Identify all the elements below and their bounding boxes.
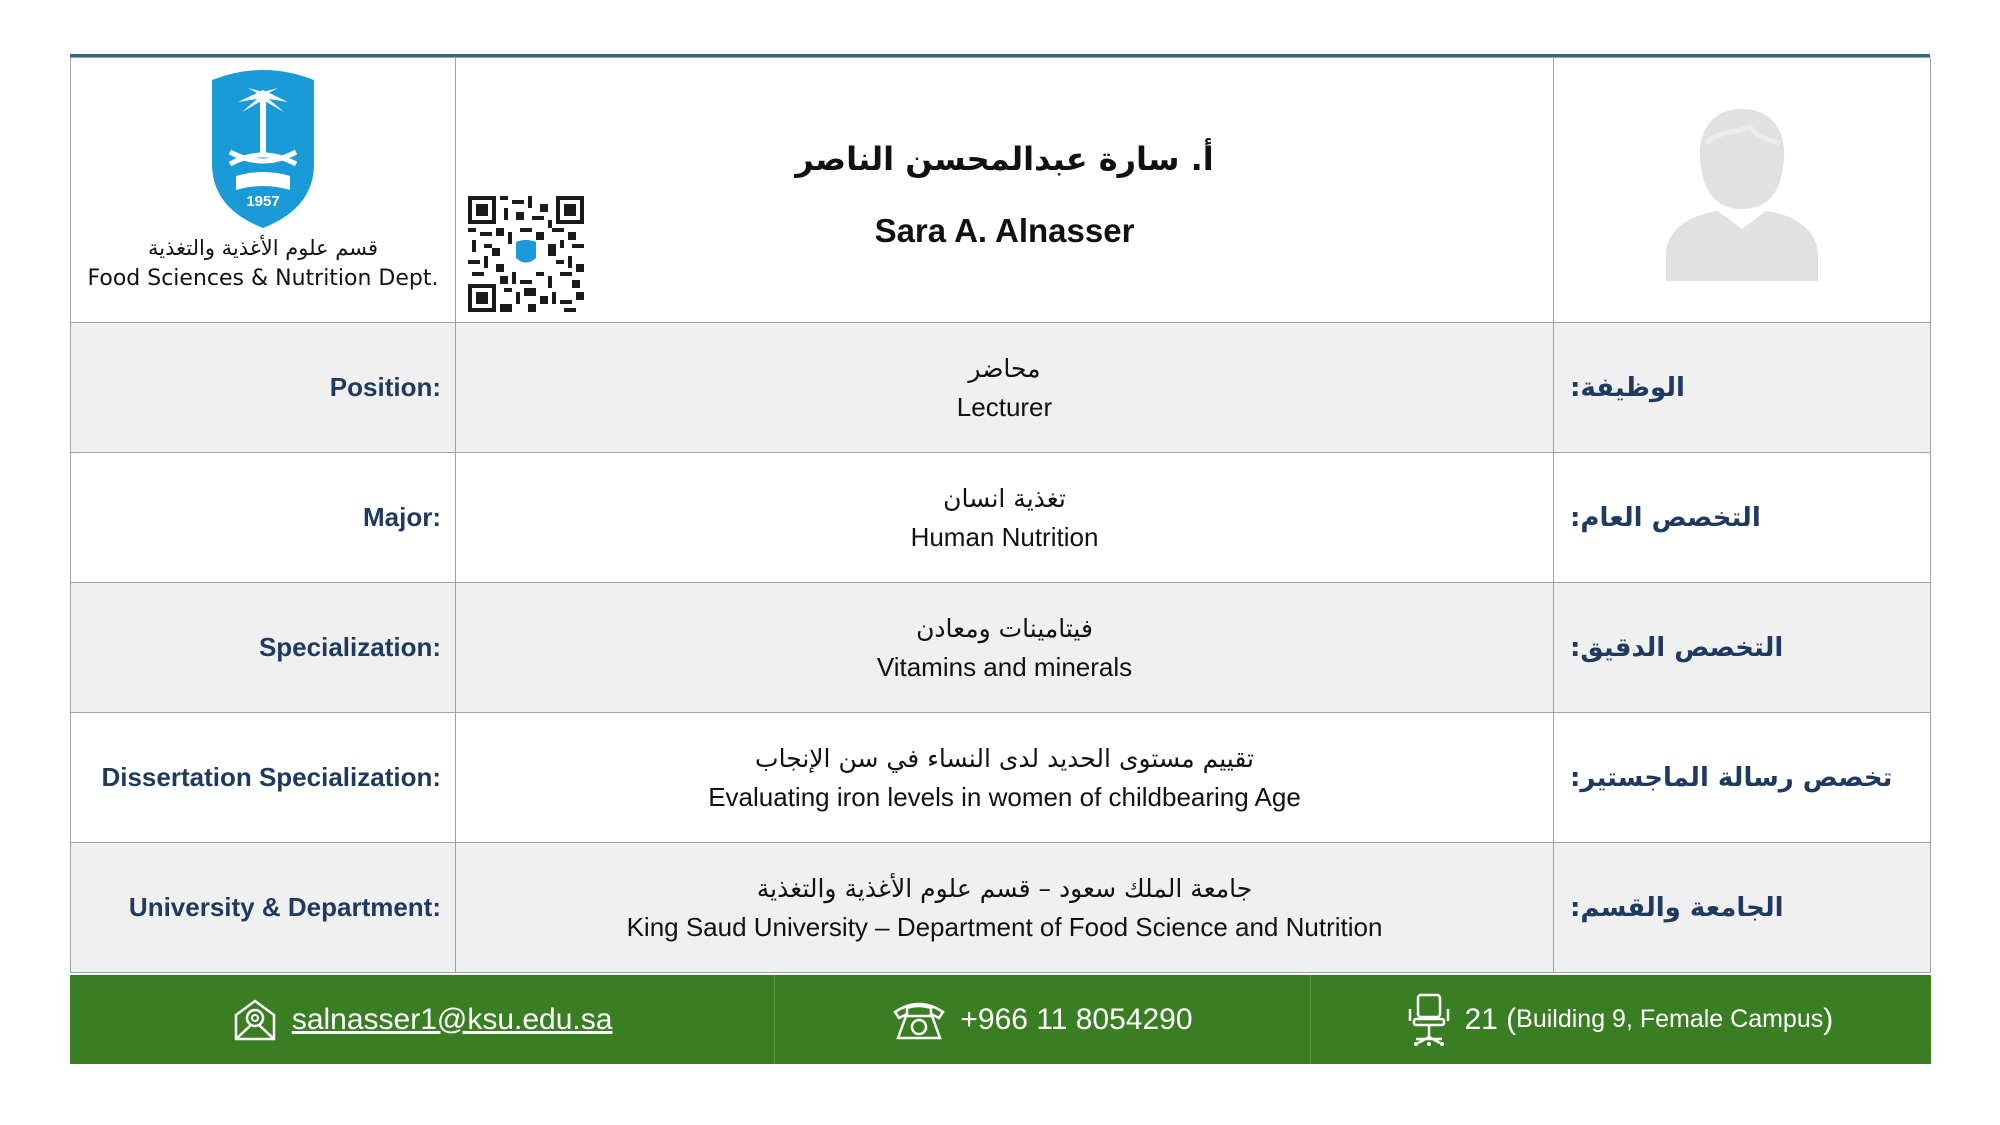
university-row bbox=[71, 843, 1931, 973]
position-label-ar bbox=[1554, 323, 1931, 453]
major-value-ar: تغذية انسان bbox=[943, 483, 1066, 513]
major-value bbox=[456, 453, 1554, 583]
dissertation-label-en: Dissertation Specialization: bbox=[71, 713, 456, 843]
contact-footer bbox=[70, 975, 1931, 1064]
name-ar: أ. سارة عبدالمحسن الناصر bbox=[795, 140, 1214, 178]
office-close: ) bbox=[1823, 1002, 1834, 1036]
qr-code[interactable] bbox=[468, 196, 584, 312]
specialization-row bbox=[71, 583, 1931, 713]
office-segment bbox=[1310, 975, 1931, 1064]
photo-cell bbox=[1554, 58, 1931, 323]
specialization-value bbox=[456, 583, 1554, 713]
office-detail: Building 9, Female Campus bbox=[1516, 1005, 1824, 1033]
major-label-ar-text: التخصص العام: bbox=[1570, 502, 1761, 533]
office-chair-icon bbox=[1408, 993, 1450, 1047]
specialization-value-ar: فيتامينات ومعادن bbox=[916, 613, 1093, 643]
email-icon bbox=[232, 997, 278, 1043]
dissertation-label-ar-text: تخصص رسالة الماجستير: bbox=[1570, 762, 1893, 793]
specialization-value-en: Vitamins and minerals bbox=[876, 651, 1133, 682]
name-cell bbox=[456, 58, 1554, 323]
major-label-en: Major: bbox=[71, 453, 456, 583]
specialization-label-ar-text: التخصص الدقيق: bbox=[1570, 632, 1784, 663]
dissertation-value-ar: تقييم مستوى الحديد لدى النساء في سن الإنجاب bbox=[755, 743, 1254, 773]
dissertation-value bbox=[456, 713, 1554, 843]
telephone-icon bbox=[892, 998, 946, 1042]
office-number: 21 ( bbox=[1464, 1002, 1517, 1036]
logo-year: 1957 bbox=[246, 193, 280, 210]
position-value-en: Lecturer bbox=[956, 391, 1053, 422]
dept-name-en: Food Sciences & Nutrition Dept. bbox=[87, 266, 439, 291]
position-value-ar: محاضر bbox=[968, 353, 1041, 383]
university-label-ar bbox=[1554, 843, 1931, 973]
header-row bbox=[71, 58, 1931, 323]
specialization-label-ar bbox=[1554, 583, 1931, 713]
email-link[interactable]: salnasser1@ksu.edu.sa bbox=[291, 1002, 613, 1036]
major-value-en: Human Nutrition bbox=[910, 521, 1099, 552]
dept-name-ar: قسم علوم الأغذية والتغذية bbox=[148, 236, 378, 260]
university-value-ar: جامعة الملك سعود – قسم علوم الأغذية والتغذية bbox=[756, 873, 1253, 903]
profile-table bbox=[70, 57, 1931, 973]
position-label-en: Position: bbox=[71, 323, 456, 453]
university-value bbox=[456, 843, 1554, 973]
email-segment bbox=[70, 975, 774, 1064]
university-value-en: King Saud University – Department of Food Science and Nutrition bbox=[626, 911, 1383, 942]
major-row bbox=[71, 453, 1931, 583]
position-value bbox=[456, 323, 1554, 453]
major-label-ar bbox=[1554, 453, 1931, 583]
name-en: Sara A. Alnasser bbox=[874, 212, 1135, 249]
dissertation-row bbox=[71, 713, 1931, 843]
university-logo bbox=[208, 68, 318, 228]
specialization-label-en: Specialization: bbox=[71, 583, 456, 713]
phone-segment bbox=[774, 975, 1309, 1064]
position-label-ar-text: الوظيفة: bbox=[1570, 372, 1685, 403]
dissertation-value-en: Evaluating iron levels in women of childbearing Age bbox=[708, 781, 1301, 812]
university-label-en: University & Department: bbox=[71, 843, 456, 973]
profile-card bbox=[70, 54, 1930, 973]
position-row bbox=[71, 323, 1931, 453]
dissertation-label-ar bbox=[1554, 713, 1931, 843]
phone-number[interactable]: +966 11 8054290 bbox=[960, 1002, 1193, 1036]
logo-cell bbox=[71, 58, 456, 323]
university-label-ar-text: الجامعة والقسم: bbox=[1570, 892, 1784, 923]
avatar-placeholder-icon bbox=[1666, 103, 1818, 281]
